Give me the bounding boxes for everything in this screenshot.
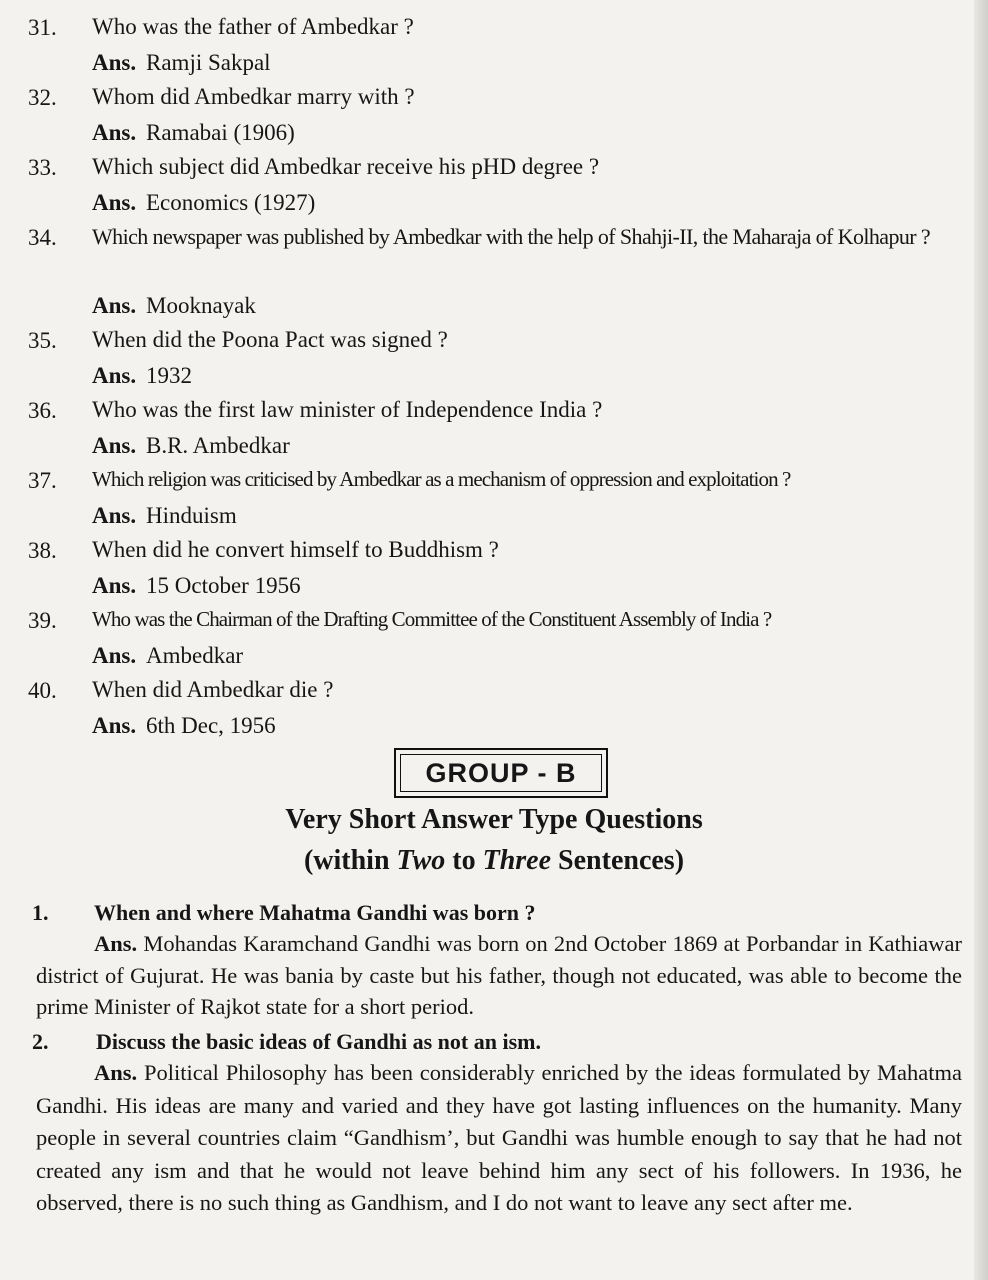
- question-row: [0, 80, 988, 115]
- answer-row: [0, 115, 988, 150]
- question-number: 31.: [28, 15, 57, 40]
- question-text: When did Ambedkar die ?: [92, 677, 334, 702]
- answer-text: Mohandas Karamchand Gandhi was born on 2nd October 1869 at Porbandar in Kathiawar district of Gujurat. He was bania by caste but his father, though not educated, was able to become the prime Minister of Rajkot state for a short period.: [36, 931, 963, 1019]
- question-number: 35.: [28, 328, 57, 353]
- answer-row: [0, 45, 988, 80]
- question-row: [0, 10, 988, 45]
- answer-text: 6th Dec, 1956: [146, 713, 276, 738]
- question-text: Who was the Chairman of the Drafting Committee of the Constituent Assembly of India ?: [92, 607, 772, 631]
- section-title: Very Short Answer Type Questions: [285, 804, 703, 835]
- answer-label: Ans.: [94, 1060, 138, 1085]
- question-number: 37.: [28, 468, 57, 493]
- question-number: 36.: [28, 398, 57, 423]
- question-text: Who was the father of Ambedkar ?: [92, 14, 414, 39]
- question-text: Which newspaper was published by Ambedkar with the help of Shahji-II, the Maharaja of Kolhapur ?: [92, 224, 931, 249]
- answer-label: Ans.: [92, 573, 137, 598]
- answer-row: [0, 288, 988, 323]
- question-number: 39.: [28, 608, 57, 633]
- answer-row: [0, 708, 988, 743]
- question-number: 38.: [28, 538, 57, 563]
- question-row: [0, 393, 988, 428]
- answer-text: 15 October 1956: [146, 573, 301, 598]
- answer-row: [0, 498, 988, 533]
- question-answer-list: [0, 10, 988, 743]
- answer-label: Ans.: [92, 713, 137, 738]
- answer-text: Hinduism: [146, 503, 237, 528]
- answer-row: [0, 638, 988, 673]
- subtitle-part: Three: [482, 845, 552, 876]
- question-text: Which subject did Ambedkar receive his pHD degree ?: [92, 154, 600, 179]
- question-number: 34.: [28, 225, 57, 250]
- subtitle-part: Sentences): [551, 845, 685, 876]
- group-heading: GROUP - B: [400, 754, 602, 792]
- question-number: 2.: [32, 1029, 49, 1054]
- answer-paragraph: [36, 928, 962, 1023]
- answer-label: Ans.: [92, 120, 137, 145]
- answer-text: Economics (1927): [146, 190, 316, 215]
- answer-text: B.R. Ambedkar: [146, 433, 290, 458]
- answer-label: Ans.: [92, 190, 137, 215]
- answer-label: Ans.: [94, 931, 138, 956]
- section-subtitle: [0, 845, 988, 877]
- answer-label: Ans.: [92, 293, 137, 318]
- answer-text: Political Philosophy has been considerably enriched by the ideas formulated by Mahatma Gandhi. His ideas are many and varied and they have got lasting influences on the humanity. Many people in several countries claim “Gandhism’, but Gandhi was humble enough to say that he had not created any ism and that he would not leave behind him any sect of his followers. In 1936, he observed, there is no such thing as Gandhism, and I do not want to leave any sect after me.: [36, 1060, 963, 1215]
- group-heading-box: [394, 748, 608, 798]
- subtitle-part: (within: [303, 845, 397, 876]
- subtitle-part: to: [445, 845, 483, 876]
- answer-label: Ans.: [92, 50, 137, 75]
- question-row: [0, 673, 988, 708]
- subtitle-part: Two: [396, 845, 446, 876]
- answer-row: [0, 428, 988, 463]
- question-text: Who was the first law minister of Independence India ?: [92, 397, 603, 422]
- answer-text: Ramji Sakpal: [146, 50, 271, 75]
- question-row: [0, 603, 988, 638]
- answer-text: Mooknayak: [146, 293, 256, 318]
- answer-label: Ans.: [92, 363, 137, 388]
- question-text: Whom did Ambedkar marry with ?: [92, 84, 415, 109]
- answer-row: [0, 568, 988, 603]
- answer-text: Ambedkar: [146, 643, 244, 668]
- answer-text: Ramabai (1906): [146, 120, 295, 145]
- question-text: Which religion was criticised by Ambedkar as a mechanism of oppression and exploitation ?: [92, 467, 791, 491]
- answer-label: Ans.: [92, 503, 137, 528]
- question-number: 32.: [28, 85, 57, 110]
- question-text: When and where Mahatma Gandhi was born ?: [94, 900, 536, 925]
- question-row: [0, 533, 988, 568]
- question-number: 40.: [28, 678, 57, 703]
- question-row: [0, 323, 988, 358]
- answer-label: Ans.: [92, 643, 137, 668]
- answer-row: [0, 358, 988, 393]
- question-text: When did he convert himself to Buddhism ?: [92, 537, 499, 562]
- answer-label: Ans.: [92, 433, 137, 458]
- question-row: [0, 463, 988, 498]
- answer-paragraph: [36, 1057, 962, 1220]
- answer-text: 1932: [146, 363, 192, 388]
- answer-row: [0, 185, 988, 220]
- question-row: [0, 150, 988, 185]
- question-text: When did the Poona Pact was signed ?: [92, 327, 448, 352]
- question-row: [0, 220, 988, 288]
- question-number: 33.: [28, 155, 57, 180]
- question-text: Discuss the basic ideas of Gandhi as not an ism.: [96, 1029, 541, 1054]
- question-number: 1.: [32, 900, 49, 925]
